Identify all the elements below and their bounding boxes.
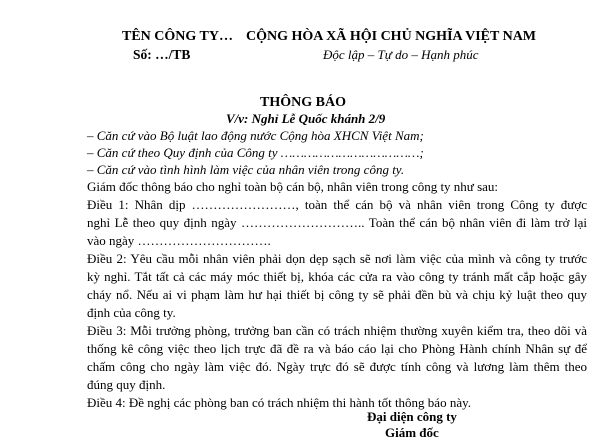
nation-title: CỘNG HÒA XÃ HỘI CHỦ NGHĨA VIỆT NAM (246, 29, 537, 44)
article-2-line: Điều 2: Yêu cầu mỗi nhân viên phải dọn dẹp sạch sẽ nơi làm việc của mình và công ty trước (87, 251, 587, 266)
article-3-line: Điều 3: Mỗi trưởng phòng, trưởng ban cần có trách nhiệm thường xuyên kiểm tra, theo dõi và (87, 323, 587, 338)
article-1-line: vào ngày …………………………. (87, 233, 271, 248)
article-3-line: đúng quy định. (87, 377, 166, 392)
article-2-line: kỳ nghỉ. Tắt tất cả các máy móc thiết bị, khóa các cửa ra vào công ty tránh mất cắp hoặc gây (87, 269, 587, 284)
company-name: TÊN CÔNG TY… (122, 29, 233, 44)
motto: Độc lập – Tự do – Hạnh phúc (323, 47, 479, 62)
doc-title: THÔNG BÁO (260, 95, 346, 110)
signature-representative: Đại diện công ty (367, 409, 457, 424)
article-1-line: nghỉ Lễ theo quy định ngày ……………………….. Toàn thể cán bộ nhân viên đi làm trở lại (87, 215, 587, 230)
basis-line: – Căn cứ theo Quy định của Công ty ………………………………; (87, 145, 424, 160)
article-3-line: chấm công cho ngày làm việc đó. Ngày trực đó sẽ được tính công và lương làm thêm theo (87, 359, 587, 374)
basis-line: – Căn cứ vào Bộ luật lao động nước Cộng hòa XHCN Việt Nam; (87, 128, 424, 143)
basis-line: – Căn cứ vào tình hình làm việc của nhân viên trong công ty. (87, 162, 405, 177)
signature-position: Giám đốc (385, 425, 439, 440)
intro-line: Giám đốc thông báo cho nghỉ toàn bộ cán bộ, nhân viên trong công ty như sau: (87, 179, 499, 194)
article-1-line: Điều 1: Nhân dịp ……………………, toàn thể cán bộ và nhân viên trong Công ty được (87, 197, 587, 212)
doc-subject: V/v: Nghỉ Lễ Quốc khánh 2/9 (226, 111, 386, 126)
article-2-line: định của công ty. (87, 305, 176, 320)
article-4-line: Điều 4: Đề nghị các phòng ban có trách nhiệm thi hành tốt thông báo này. (87, 395, 472, 410)
article-3-line: thống kê công việc theo lịch trực đã đề ra và báo cáo lại cho Phòng Hành chính Nhân sự để (87, 341, 587, 356)
article-2-line: cháy nổ. Nếu ai vi phạm làm hư hại thiết bị công ty sẽ phải đền bù và chịu kỷ luật theo quy (87, 287, 587, 302)
doc-number: Số: …/TB (133, 47, 191, 62)
